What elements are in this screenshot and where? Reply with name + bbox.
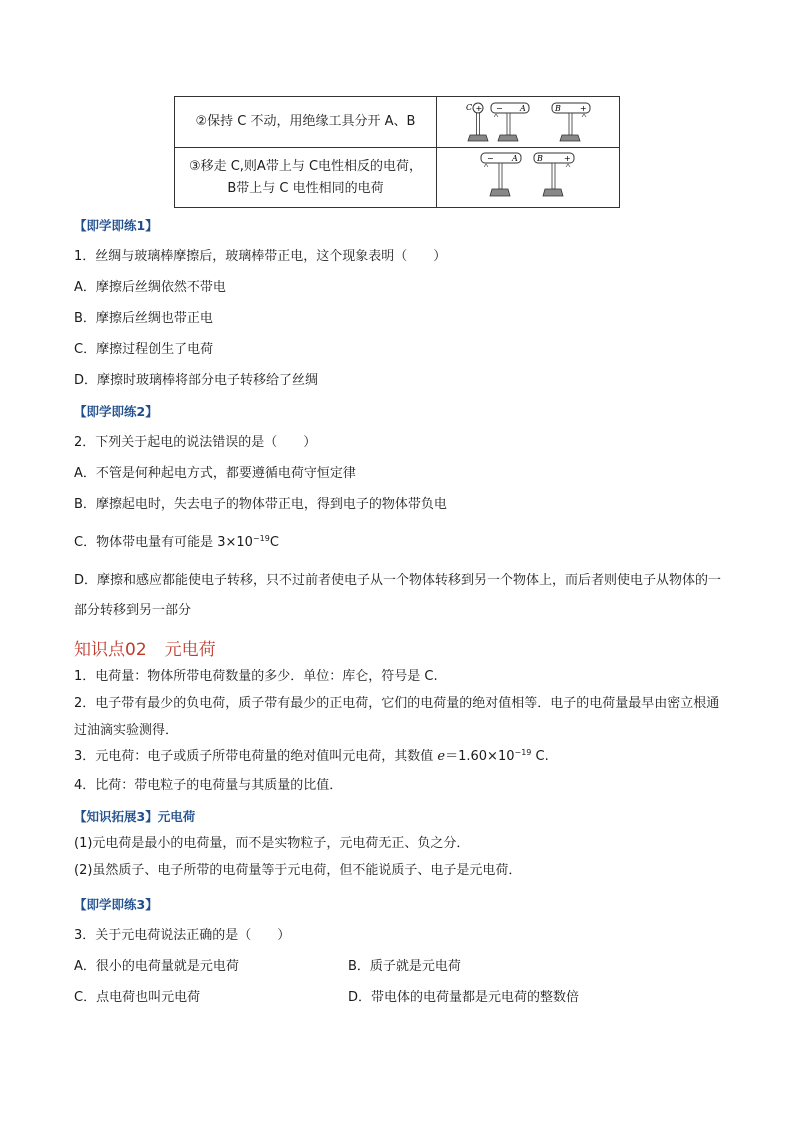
practice2-heading: 【即学即练2】 [74,404,158,419]
practice2-option-a: A．不管是何种起电方式，都要遵循电荷守恒定律 [74,466,356,481]
practice1-question: 1．丝绸与玻璃棒摩擦后，玻璃棒带正电，这个现象表明（ ） [74,249,447,264]
extension3-p1: (1)元电荷是最小的电荷量，而不是实物粒子，元电荷无正、负之分． [74,836,470,851]
step3-text-line1: ③移走 C,则A带上与 C电性相反的电荷， [188,158,423,174]
item3-text: 3．元电荷：电子或质子所带电荷量的绝对值叫元电荷，其数值 [74,749,438,764]
practice1-heading: 【即学即练1】 [74,218,158,233]
practice1-option-c: C．摩擦过程创生了电荷 [74,342,214,357]
minus-sign: − [496,104,503,113]
knowledge-point-title [74,635,216,660]
label-a: A [520,104,526,113]
table-row [175,148,619,207]
practice1-option-d: D．摩擦时玻璃棒将部分电子转移给了丝绸 [74,373,319,388]
figure-remove-c [437,148,619,207]
step2-text: ②保持 C 不动，用绝缘工具分开 A、B [195,114,416,129]
apparatus-figure-2 [437,148,619,207]
figure-separate-ab [437,97,619,147]
practice3-option-c: C．点电荷也叫元电荷 [74,990,201,1005]
item3-exponent: −19 [514,748,532,757]
practice3-option-d: D．带电体的电荷量都是元电荷的整数倍 [348,990,580,1005]
practice2-option-d: D．摩擦和感应都能使电子转移，只不过前者使电子从一个物体转移到另一个物体上，而后者则使电子从物体的一部分转移到另一部分 [74,573,722,618]
extension3-p2: (2)虽然质子、电子所带的电荷量等于元电荷，但不能说质子、电子是元电荷． [74,863,522,878]
label-c: C [466,103,473,112]
knowledge-item-2: 2．电子带有最少的负电荷，质子带有最少的正电荷，它们的电荷量的绝对值相等．电子的电荷量最早由密立根通过油滴实验测得． [74,696,720,738]
minus-sign: − [487,154,494,163]
experiment-table [174,96,620,208]
practice2-option-c [74,534,279,552]
practice3-question: 3．关于元电荷说法正确的是（ ） [74,928,291,943]
knowledge-point-number: 知识点02 [74,640,147,660]
practice1-option-b: B．摩擦后丝绸也带正电 [74,311,213,326]
knowledge-item-1: 1．电荷量：物体所带电荷数量的多少．单位：库仑，符号是 C. [74,669,438,684]
apparatus-figure-1 [437,97,619,148]
practice1-option-a: A．摩擦后丝绸依然不带电 [74,280,226,295]
practice2-option-b: B．摩擦起电时，失去电子的物体带正电，得到电子的物体带负电 [74,497,447,512]
practice3-heading: 【即学即练3】 [74,897,158,912]
plus-sign: + [475,104,483,113]
step3-text-line2: B带上与 C 电性相同的电荷 [227,180,384,196]
table-cell-text [175,97,437,147]
extension3-heading: 【知识拓展3】元电荷 [74,809,196,824]
option-c-exponent: −19 [252,534,270,543]
label-b: B [555,104,561,113]
item3-symbol: e [437,749,446,764]
option-c-unit: C [269,535,279,550]
table-row [175,97,619,148]
item3-unit: C. [531,749,549,764]
knowledge-point-name: 元电荷 [164,640,216,660]
label-b: B [537,154,543,163]
label-a: A [512,154,518,163]
practice2-question: 2．下列关于起电的说法错误的是（ ） [74,435,317,450]
knowledge-item-3 [74,748,549,766]
knowledge-item-4: 4．比荷：带电粒子的电荷量与其质量的比值． [74,778,343,793]
option-c-text: C．物体带电量有可能是 3×10 [74,535,253,550]
plus-sign: + [564,154,571,163]
item3-value: ＝1.60×10 [445,749,515,764]
practice3-option-b: B．质子就是元电荷 [348,959,461,974]
table-cell-text [175,148,437,207]
practice3-option-a: A．很小的电荷量就是元电荷 [74,959,239,974]
plus-sign: + [580,104,587,113]
